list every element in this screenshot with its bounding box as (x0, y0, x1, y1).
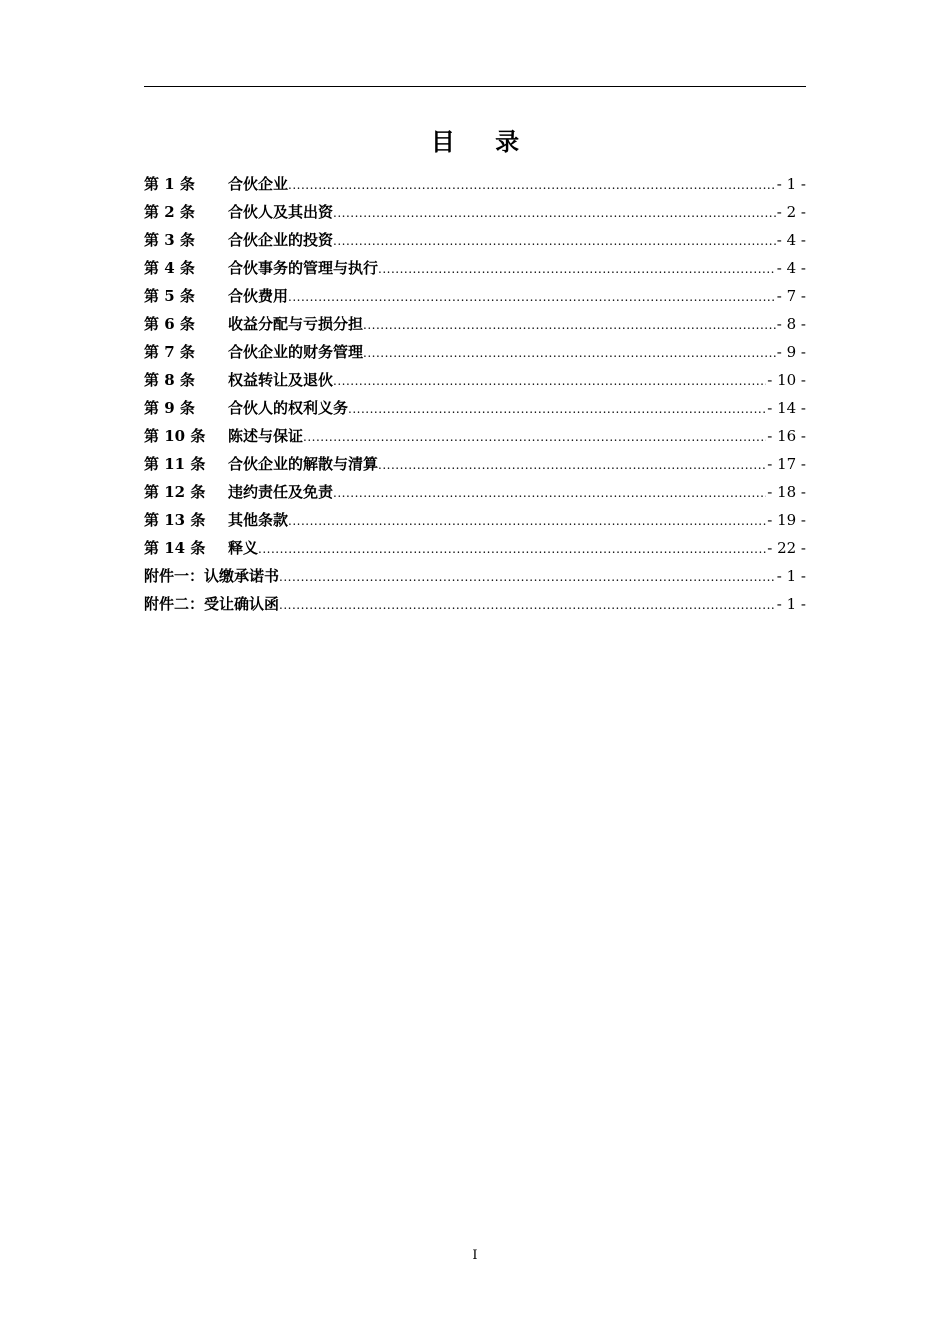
toc-entry-page: - 10 - (767, 371, 806, 389)
toc-entry-page: - 9 - (776, 343, 806, 361)
toc-dot-leader (378, 458, 766, 472)
toc-dot-leader (288, 290, 776, 304)
toc-entry-number: 第 5 条 (144, 287, 195, 305)
toc-entry-page: - 1 - (776, 567, 806, 585)
toc-entry-label: 合伙人的权利义务 (228, 399, 349, 417)
toc-entry-page: - 8 - (776, 315, 806, 333)
table-of-contents (144, 173, 806, 621)
toc-entry[interactable] (144, 313, 806, 341)
toc-entry-appendix[interactable] (144, 565, 806, 593)
toc-entry[interactable] (144, 369, 806, 397)
toc-entry-page: - 22 - (767, 539, 806, 557)
toc-entry[interactable] (144, 285, 806, 313)
toc-entry-label: 合伙企业的财务管理 (228, 343, 364, 361)
toc-entry-number: 第 1 条 (144, 175, 195, 193)
toc-entry-number: 第 4 条 (144, 259, 195, 277)
toc-entry-label: 合伙费用 (228, 287, 289, 305)
toc-entry[interactable] (144, 173, 806, 201)
toc-entry-page: - 14 - (767, 399, 806, 417)
toc-entry-label: 释义 (228, 539, 259, 557)
toc-entry-label: 合伙企业的投资 (228, 231, 334, 249)
toc-entry-label: 合伙事务的管理与执行 (228, 259, 379, 277)
toc-entry-label: 合伙企业 (228, 175, 289, 193)
toc-entry[interactable] (144, 425, 806, 453)
toc-entry-label: 合伙企业的解散与清算 (228, 455, 379, 473)
toc-entry-number: 第 8 条 (144, 371, 195, 389)
toc-entry-number: 第 9 条 (144, 399, 195, 417)
toc-entry[interactable] (144, 341, 806, 369)
toc-entry-label: 陈述与保证 (228, 427, 304, 445)
toc-dot-leader (363, 318, 776, 332)
toc-entry-number: 附件二： (144, 595, 205, 613)
toc-dot-leader (303, 430, 766, 444)
toc-dot-leader (333, 206, 776, 220)
toc-entry[interactable] (144, 229, 806, 257)
toc-entry-label: 权益转让及退伙 (228, 371, 334, 389)
toc-dot-leader (279, 598, 776, 612)
toc-dot-leader (288, 178, 776, 192)
toc-dot-leader (378, 262, 776, 276)
toc-entry-number: 第 10 条 (144, 427, 206, 445)
toc-entry-page: - 19 - (767, 511, 806, 529)
toc-entry[interactable] (144, 453, 806, 481)
toc-entry-number: 第 3 条 (144, 231, 195, 249)
toc-entry-page: - 1 - (776, 175, 806, 193)
toc-entry[interactable] (144, 257, 806, 285)
toc-dot-leader (363, 346, 776, 360)
toc-entry-label: 合伙人及其出资 (228, 203, 334, 221)
toc-entry-number: 第 14 条 (144, 539, 206, 557)
toc-entry-number: 第 6 条 (144, 315, 195, 333)
toc-dot-leader (288, 514, 766, 528)
toc-entry-page: - 1 - (776, 595, 806, 613)
page-number: I (472, 1248, 478, 1263)
toc-entry-number: 第 13 条 (144, 511, 206, 529)
toc-dot-leader (348, 402, 766, 416)
toc-entry-label: 其他条款 (228, 511, 289, 529)
toc-entry-number: 第 11 条 (144, 455, 206, 473)
toc-entry[interactable] (144, 397, 806, 425)
toc-entry-number: 第 7 条 (144, 343, 195, 361)
toc-entry-page: - 4 - (776, 231, 806, 249)
toc-entry-page: - 16 - (767, 427, 806, 445)
toc-entry-page: - 2 - (776, 203, 806, 221)
toc-dot-leader (258, 542, 766, 556)
toc-entry-page: - 17 - (767, 455, 806, 473)
toc-entry-page: - 7 - (776, 287, 806, 305)
toc-title: 目 录 (430, 127, 536, 156)
toc-entry-page: - 4 - (776, 259, 806, 277)
header-rule (144, 86, 806, 87)
toc-dot-leader (333, 234, 776, 248)
toc-dot-leader (333, 374, 766, 388)
toc-entry-label: 认缴承诺书 (204, 567, 280, 585)
toc-entry-page: - 18 - (767, 483, 806, 501)
toc-entry-number: 第 12 条 (144, 483, 206, 501)
toc-entry-label: 违约责任及免责 (228, 483, 334, 501)
toc-entry[interactable] (144, 537, 806, 565)
toc-entry[interactable] (144, 481, 806, 509)
toc-entry-number: 第 2 条 (144, 203, 195, 221)
toc-dot-leader (279, 570, 776, 584)
toc-dot-leader (333, 486, 766, 500)
toc-entry-label: 收益分配与亏损分担 (228, 315, 364, 333)
toc-entry[interactable] (144, 201, 806, 229)
toc-entry[interactable] (144, 509, 806, 537)
toc-entry-number: 附件一： (144, 567, 205, 585)
toc-entry-label: 受让确认函 (204, 595, 280, 613)
toc-entry-appendix[interactable] (144, 593, 806, 621)
